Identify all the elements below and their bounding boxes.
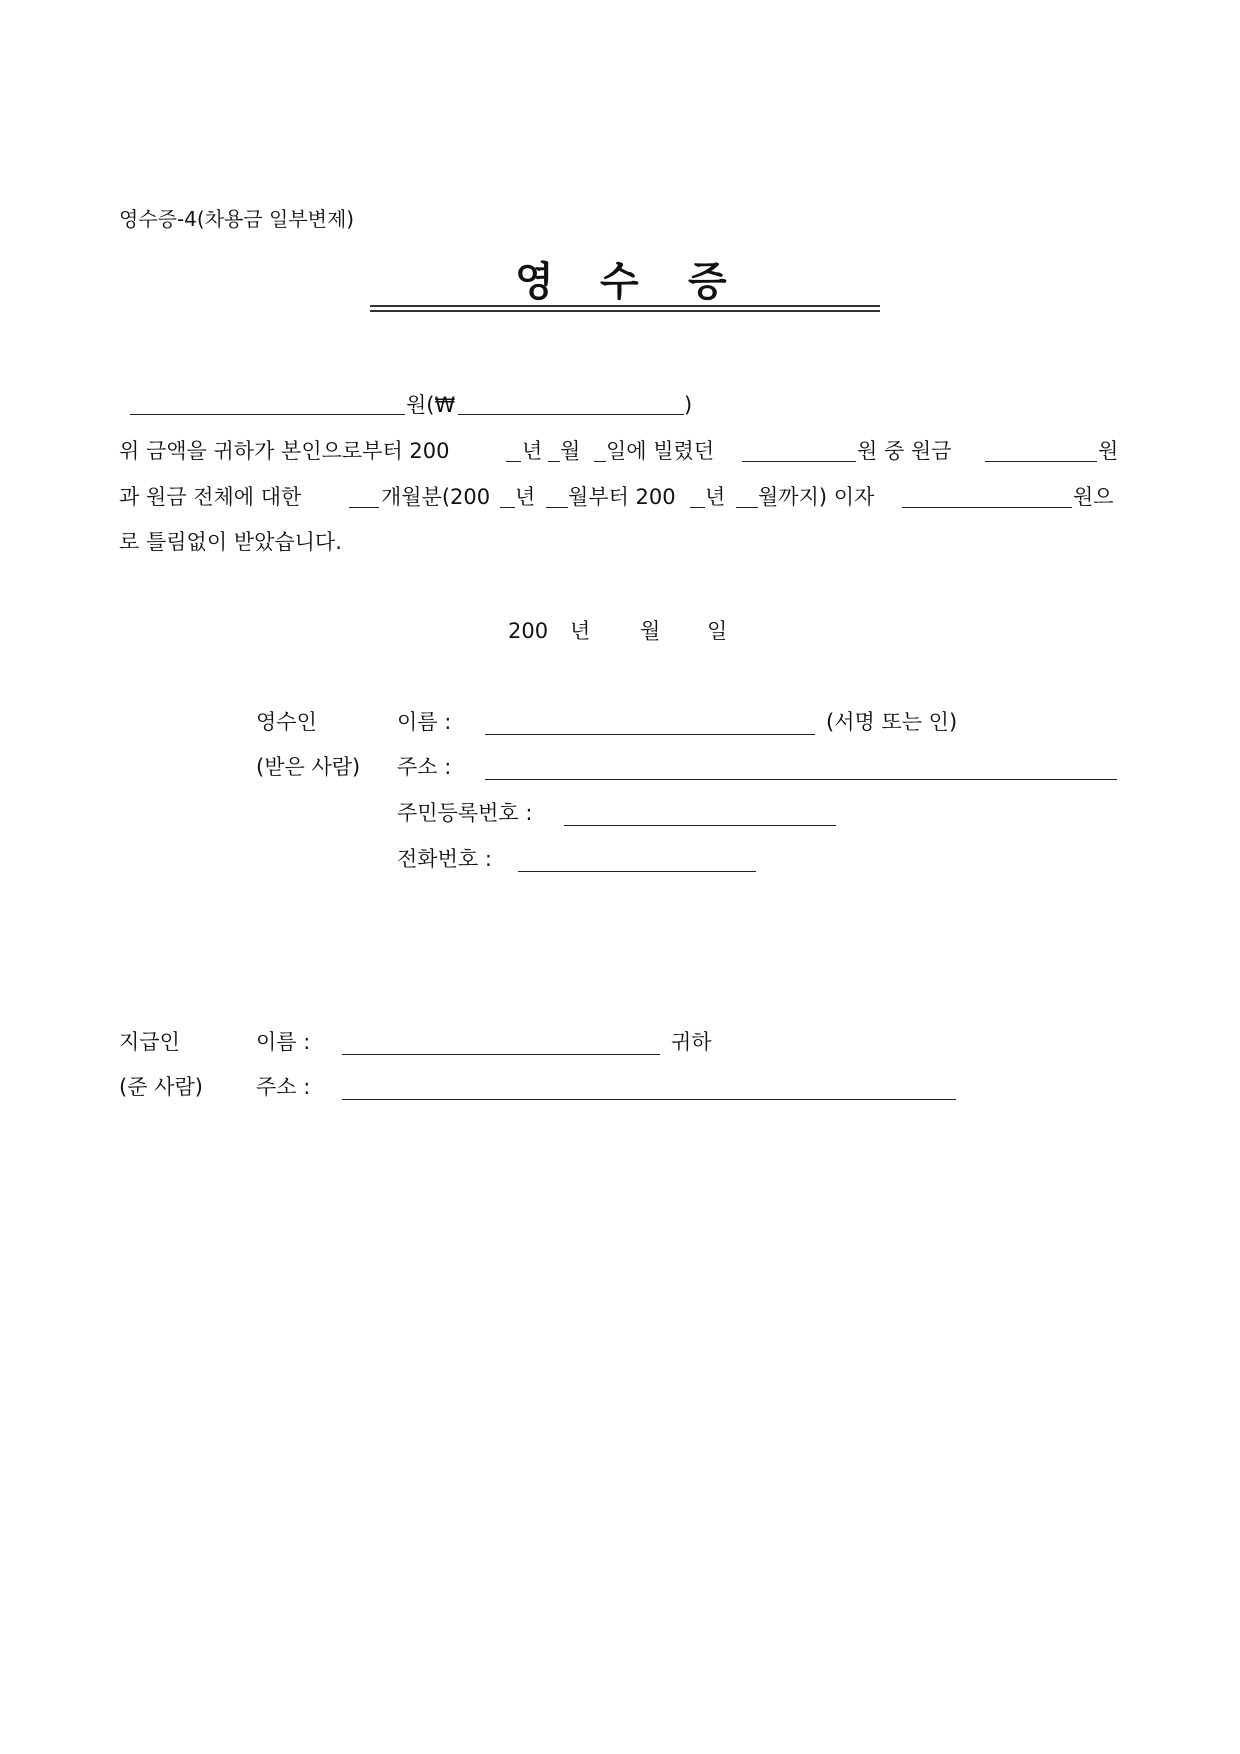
document-label: 영수증-4(차용금 일부변제) bbox=[119, 207, 355, 231]
receiver-sublabel: (받은 사람) bbox=[256, 755, 361, 779]
receiver-label: 영수인 bbox=[256, 710, 317, 734]
title-char-1: 영 bbox=[515, 259, 554, 305]
body-line1-year: 년 bbox=[522, 439, 543, 463]
body-line2-text: 과 원금 전체에 대한 bbox=[119, 485, 302, 509]
amount-won-label: 원(₩ bbox=[406, 393, 456, 417]
amount-korean-blank bbox=[130, 414, 405, 415]
receiver-address-field bbox=[485, 779, 1117, 780]
blank-year-1 bbox=[506, 461, 521, 462]
receiver-address-label: 주소 : bbox=[397, 755, 452, 779]
date-year-label: 년 bbox=[570, 619, 591, 643]
payer-name-label: 이름 : bbox=[256, 1030, 311, 1054]
body-line2-from: 월부터 200 bbox=[568, 485, 676, 509]
body-line1-won: 원 bbox=[1098, 439, 1119, 463]
payer-name-field bbox=[342, 1054, 660, 1055]
blank-interest-amount bbox=[902, 507, 1072, 508]
body-line1-month: 월 bbox=[560, 439, 581, 463]
blank-month-to bbox=[736, 507, 758, 508]
title-underline-double bbox=[370, 310, 880, 312]
blank-principal-amount bbox=[985, 461, 1097, 462]
body-line3-text: 로 틀림없이 받았습니다. bbox=[119, 530, 342, 554]
body-line1-principal: 원 중 원금 bbox=[857, 439, 952, 463]
title-underline bbox=[370, 305, 880, 307]
blank-borrowed-amount bbox=[742, 461, 856, 462]
date-year: 200 bbox=[508, 619, 549, 643]
body-line2-months: 개월분(200 bbox=[381, 485, 491, 509]
date-month-label: 월 bbox=[640, 619, 661, 643]
blank-year-3 bbox=[690, 507, 705, 508]
payer-label: 지급인 bbox=[119, 1030, 180, 1054]
signature-note: (서명 또는 인) bbox=[826, 710, 958, 734]
blank-month-from bbox=[546, 507, 568, 508]
blank-months bbox=[349, 507, 379, 508]
body-line1-day: 일에 빌렸던 bbox=[606, 439, 715, 463]
title-char-3: 증 bbox=[688, 259, 727, 305]
receiver-name-label: 이름 : bbox=[397, 710, 452, 734]
blank-month-1 bbox=[548, 461, 560, 462]
amount-close-paren: ) bbox=[684, 393, 693, 417]
body-line2-year2: 년 bbox=[705, 485, 726, 509]
amount-number-blank bbox=[458, 414, 684, 415]
body-line2-year: 년 bbox=[515, 485, 536, 509]
receiver-id-field bbox=[564, 825, 836, 826]
body-line1-text: 위 금액을 귀하가 본인으로부터 200 bbox=[119, 439, 450, 463]
payer-honorific: 귀하 bbox=[671, 1030, 712, 1054]
payer-address-field bbox=[342, 1099, 956, 1100]
payer-address-label: 주소 : bbox=[256, 1075, 311, 1099]
receiver-phone-label: 전화번호 : bbox=[397, 847, 492, 871]
receiver-id-label: 주민등록번호 : bbox=[397, 801, 533, 825]
receiver-name-field bbox=[485, 734, 815, 735]
date-day-label: 일 bbox=[707, 619, 728, 643]
blank-year-2 bbox=[500, 507, 515, 508]
receiver-phone-field bbox=[518, 871, 756, 872]
payer-sublabel: (준 사람) bbox=[119, 1075, 203, 1099]
blank-day-1 bbox=[594, 461, 606, 462]
body-line2-won: 원으 bbox=[1073, 485, 1114, 509]
body-line2-until: 월까지) 이자 bbox=[758, 485, 875, 509]
title-char-2: 수 bbox=[600, 259, 639, 305]
